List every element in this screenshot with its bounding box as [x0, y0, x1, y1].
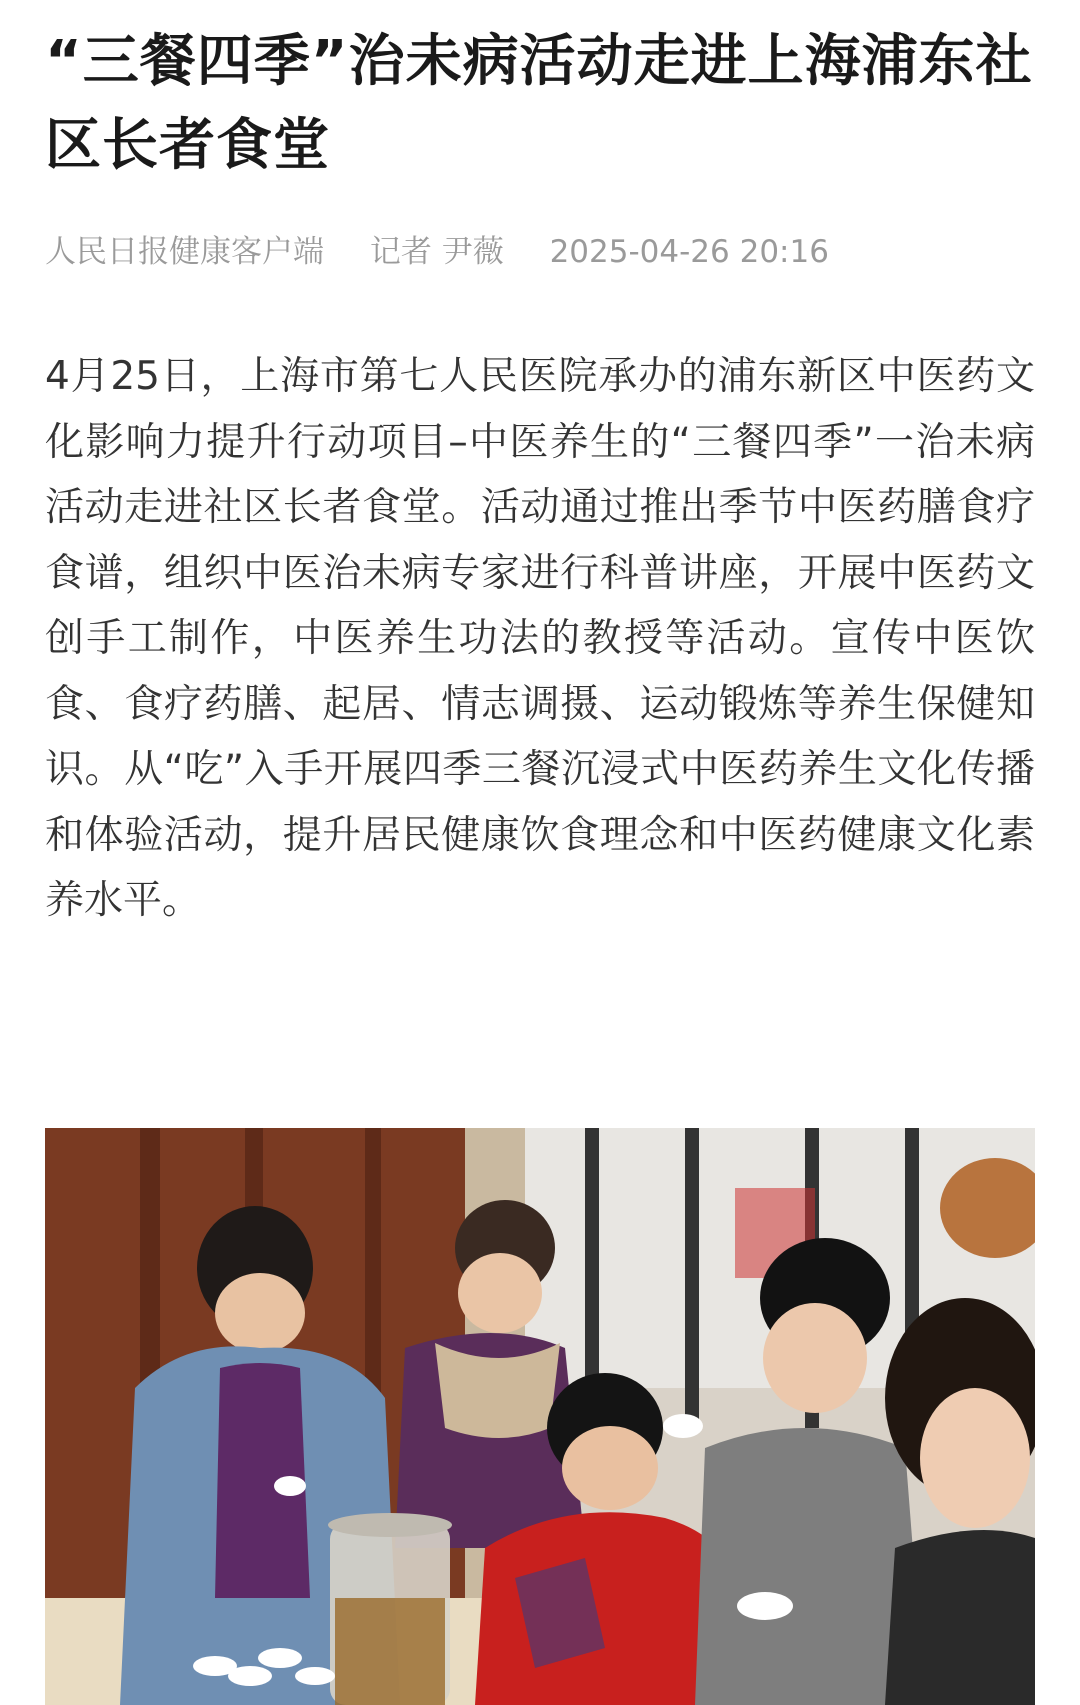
article-author: 记者 尹薇 — [369, 234, 504, 270]
article — [45, 0, 1035, 973]
article-source[interactable]: 人民日报健康客户端 — [45, 234, 324, 270]
article-photo[interactable] — [45, 1128, 1035, 1705]
event-photo-illustration — [45, 1128, 1035, 1705]
article-datetime: 2025-04-26 20:16 — [549, 234, 829, 270]
article-title: “三餐四季”治未病活动走进上海浦东社区长者食堂 — [45, 29, 1033, 178]
article-meta — [45, 232, 1035, 272]
article-body: 4月25日，上海市第七人民医院承办的浦东新区中医药文化影响力提升行动项目–中医养生的“三餐四季”一治未病活动走进社区长者食堂。活动通过推出季节中医药膳食疗食谱，组织中医治未病专家进行科普讲座，开展中医药文创手工制作，中医养生功法的教授等活动。宣传中医饮食、食疗药膳、起居、情志调摄、运动锻炼等养生保健知识。从“吃”入手开展四季三餐沉浸式中医药养生文化传播和体验活动，提升居民健康饮食理念和中医药健康文化素养水平。 — [45, 354, 1035, 923]
